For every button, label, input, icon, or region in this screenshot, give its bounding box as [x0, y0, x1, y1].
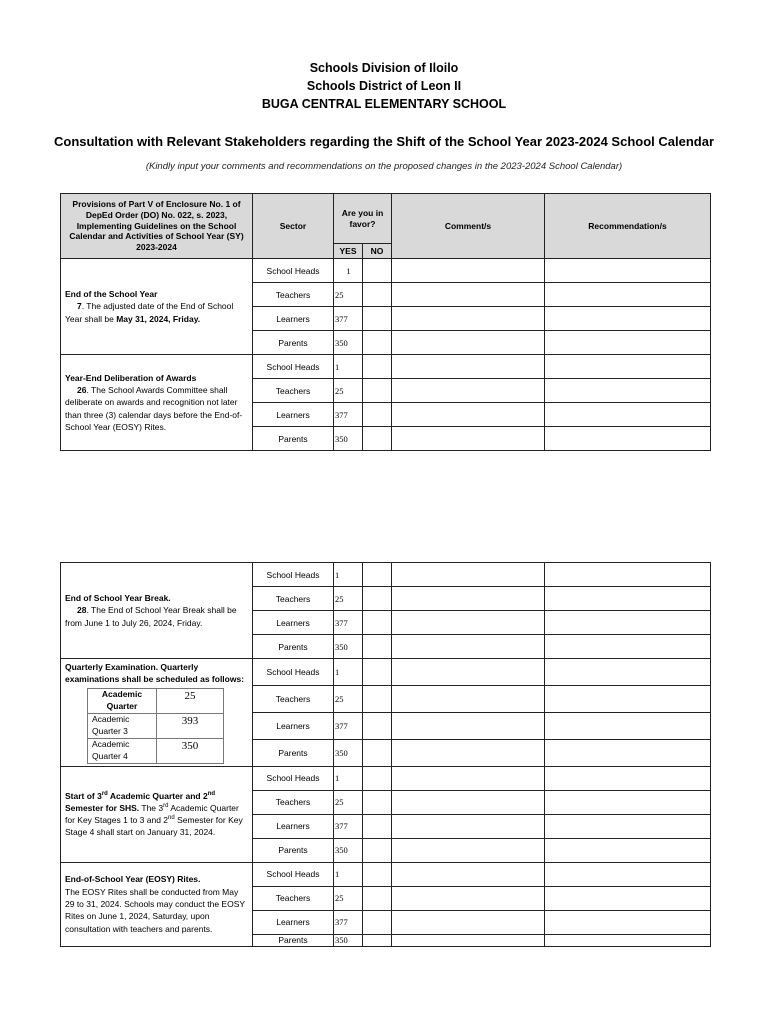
no-cell[interactable] [363, 331, 392, 355]
consultation-table-2 [60, 562, 711, 947]
recommendation-cell[interactable] [545, 886, 711, 910]
provision-quarterly-examination [61, 659, 253, 767]
recommendation-cell[interactable] [545, 427, 711, 451]
yes-count[interactable]: 1 [334, 355, 363, 379]
header-comments: Comment/s [392, 194, 545, 259]
comment-cell[interactable] [392, 635, 545, 659]
yes-count[interactable]: 377 [334, 403, 363, 427]
comment-cell[interactable] [392, 934, 545, 946]
comment-cell[interactable] [392, 587, 545, 611]
recommendation-cell[interactable] [545, 259, 711, 283]
recommendation-cell[interactable] [545, 712, 711, 739]
sector-parents: Parents [253, 739, 334, 766]
sector-teachers: Teachers [253, 587, 334, 611]
header-recommendations: Recommendation/s [545, 194, 711, 259]
sector-teachers: Teachers [253, 790, 334, 814]
header-no: NO [363, 244, 392, 259]
yes-count[interactable]: 1 [334, 259, 363, 283]
provision-date: May 31, 2024, Friday. [116, 313, 201, 324]
provision-title: End-of-School Year (EOSY) Rites. [65, 874, 201, 885]
page-title: Consultation with Relevant Stakeholders regarding the Shift of the School Year 2023-2024 School Calendar [53, 134, 715, 149]
yes-count[interactable]: 377 [334, 307, 363, 331]
provision-start-of-third-quarter [61, 766, 253, 862]
provision-title: Quarterly Examination. Quarterly examinations shall be scheduled as follows: [65, 662, 245, 685]
no-cell[interactable] [363, 635, 392, 659]
yes-count[interactable]: 1 [334, 659, 363, 686]
no-cell[interactable] [363, 934, 392, 946]
provision-title: Year-End Deliberation of Awards [65, 372, 197, 383]
recommendation-cell[interactable] [545, 635, 711, 659]
no-cell[interactable] [363, 790, 392, 814]
comment-cell[interactable] [392, 403, 545, 427]
comment-cell[interactable] [392, 259, 545, 283]
sector-parents: Parents [253, 838, 334, 862]
comment-cell[interactable] [392, 739, 545, 766]
no-cell[interactable] [363, 685, 392, 712]
quarter-value: 393 [157, 713, 224, 738]
school-division: Schools Division of Iloilo [309, 61, 459, 75]
comment-cell[interactable] [392, 862, 545, 886]
provision-eosy-rites [61, 862, 253, 946]
no-cell[interactable] [363, 355, 392, 379]
header-favor: Are you in favor? [334, 194, 392, 244]
yes-count[interactable]: 377 [334, 712, 363, 739]
sector-parents: Parents [253, 934, 334, 946]
recommendation-cell[interactable] [545, 331, 711, 355]
sector-parents: Parents [253, 635, 334, 659]
no-cell[interactable] [363, 587, 392, 611]
comment-cell[interactable] [392, 331, 545, 355]
comment-cell[interactable] [392, 814, 545, 838]
yes-count[interactable]: 25 [334, 685, 363, 712]
quarter-label: Academic Quarter 4 [88, 738, 157, 763]
provision-title: End of the School Year [65, 289, 158, 300]
sector-teachers: Teachers [253, 283, 334, 307]
recommendation-cell[interactable] [545, 934, 711, 946]
yes-count[interactable]: 350 [334, 739, 363, 766]
recommendation-cell[interactable] [545, 379, 711, 403]
provision-number: 7 [77, 301, 82, 312]
recommendation-cell[interactable] [545, 587, 711, 611]
provision-text: . The adjusted date of the End of School Year shall be [65, 301, 234, 324]
yes-count[interactable]: 25 [334, 283, 363, 307]
provision-year-end-deliberation [61, 355, 253, 451]
comment-cell[interactable] [392, 910, 545, 934]
comment-cell[interactable] [392, 886, 545, 910]
comment-cell[interactable] [392, 563, 545, 587]
sector-school-heads: School Heads [253, 563, 334, 587]
sector-learners: Learners [253, 712, 334, 739]
comment-cell[interactable] [392, 379, 545, 403]
sector-learners: Learners [253, 814, 334, 838]
comment-cell[interactable] [392, 307, 545, 331]
provision-title: End of School Year Break. [65, 593, 171, 604]
recommendation-cell[interactable] [545, 739, 711, 766]
recommendation-cell[interactable] [545, 790, 711, 814]
provision-text: . The End of School Year Break shall be from June 1 to July 26, 2024, Friday. [65, 605, 237, 628]
recommendation-cell[interactable] [545, 838, 711, 862]
yes-count[interactable]: 1 [334, 563, 363, 587]
yes-count[interactable]: 350 [334, 427, 363, 451]
recommendation-cell[interactable] [545, 659, 711, 686]
recommendation-cell[interactable] [545, 563, 711, 587]
yes-count[interactable]: 350 [334, 838, 363, 862]
yes-count[interactable]: 377 [334, 910, 363, 934]
recommendation-cell[interactable] [545, 862, 711, 886]
comment-cell[interactable] [392, 790, 545, 814]
yes-count[interactable]: 1 [334, 766, 363, 790]
quarter-table [87, 688, 224, 764]
comment-cell[interactable] [392, 685, 545, 712]
quarter-value: 25 [157, 688, 224, 713]
comment-cell[interactable] [392, 427, 545, 451]
no-cell[interactable] [363, 766, 392, 790]
quarter-label: Academic Quarter 3 [88, 713, 157, 738]
yes-count[interactable]: 25 [334, 790, 363, 814]
yes-count[interactable]: 377 [334, 814, 363, 838]
recommendation-cell[interactable] [545, 685, 711, 712]
comment-cell[interactable] [392, 611, 545, 635]
no-cell[interactable] [363, 862, 392, 886]
yes-count[interactable]: 350 [334, 331, 363, 355]
provision-text: The 3rd Academic Quarter for Key Stages 1 to 3 and 2nd Semester for Key Stage 4 shall start on January 31, 2024. [65, 802, 243, 838]
sector-learners: Learners [253, 910, 334, 934]
sector-school-heads: School Heads [253, 766, 334, 790]
provision-title: Start of 3rd Academic Quarter and 2nd Semester for SHS. [65, 790, 216, 813]
no-cell[interactable] [363, 659, 392, 686]
quarter-value: 350 [157, 738, 224, 763]
yes-count[interactable]: 25 [334, 379, 363, 403]
sector-learners: Learners [253, 611, 334, 635]
no-cell[interactable] [363, 427, 392, 451]
provision-end-of-school-year [61, 259, 253, 355]
sector-parents: Parents [253, 331, 334, 355]
no-cell[interactable] [363, 283, 392, 307]
school-district: Schools District of Leon II [306, 79, 462, 93]
school-name: BUGA CENTRAL ELEMENTARY SCHOOL [261, 97, 507, 111]
sector-school-heads: School Heads [253, 659, 334, 686]
provision-number: 28 [77, 605, 87, 616]
sector-school-heads: School Heads [253, 862, 334, 886]
header-yes: YES [334, 244, 363, 259]
no-cell[interactable] [363, 712, 392, 739]
yes-count[interactable]: 1 [334, 862, 363, 886]
yes-count[interactable]: 350 [334, 635, 363, 659]
yes-count[interactable]: 377 [334, 611, 363, 635]
yes-count[interactable]: 350 [334, 934, 363, 946]
header-sector: Sector [253, 194, 334, 259]
comment-cell[interactable] [392, 712, 545, 739]
sector-learners: Learners [253, 403, 334, 427]
no-cell[interactable] [363, 910, 392, 934]
no-cell[interactable] [363, 814, 392, 838]
recommendation-cell[interactable] [545, 910, 711, 934]
comment-cell[interactable] [392, 355, 545, 379]
sector-teachers: Teachers [253, 685, 334, 712]
no-cell[interactable] [363, 307, 392, 331]
comment-cell[interactable] [392, 838, 545, 862]
recommendation-cell[interactable] [545, 766, 711, 790]
sector-learners: Learners [253, 307, 334, 331]
recommendation-cell[interactable] [545, 355, 711, 379]
no-cell[interactable] [363, 838, 392, 862]
provision-text: . The School Awards Committee shall deliberate on awards and recognition not later than three (3) calendar days before the End-of-School Year (EOSY) Rites. [65, 385, 243, 432]
no-cell[interactable] [363, 379, 392, 403]
sector-school-heads: School Heads [253, 355, 334, 379]
comment-cell[interactable] [392, 659, 545, 686]
quarter-label: Academic Quarter [88, 688, 157, 713]
no-cell[interactable] [363, 611, 392, 635]
sector-school-heads: School Heads [253, 259, 334, 283]
sector-teachers: Teachers [253, 886, 334, 910]
no-cell[interactable] [363, 403, 392, 427]
recommendation-cell[interactable] [545, 403, 711, 427]
sector-parents: Parents [253, 427, 334, 451]
sector-teachers: Teachers [253, 379, 334, 403]
provision-number: 26 [77, 385, 87, 396]
no-cell[interactable] [363, 886, 392, 910]
recommendation-cell[interactable] [545, 814, 711, 838]
consultation-table-1 [60, 193, 711, 451]
yes-count[interactable]: 25 [334, 587, 363, 611]
comment-cell[interactable] [392, 766, 545, 790]
recommendation-cell[interactable] [545, 307, 711, 331]
comment-cell[interactable] [392, 283, 545, 307]
no-cell[interactable] [363, 739, 392, 766]
recommendation-cell[interactable] [545, 611, 711, 635]
no-cell[interactable] [363, 563, 392, 587]
header-provisions: Provisions of Part V of Enclosure No. 1 of DepEd Order (DO) No. 022, s. 2023, Implementing Guidelines on the School Calendar and Activities of School Year (SY) 2023-2024 [61, 194, 253, 259]
no-cell[interactable] [363, 259, 392, 283]
recommendation-cell[interactable] [545, 283, 711, 307]
provision-text: The EOSY Rites shall be conducted from May 29 to 31, 2024. Schools may conduct the EOSY Rites on June 1, 2024, Saturday, upon consultation with teachers and parents. [65, 886, 245, 934]
instruction-text: (Kindly input your comments and recommendations on the proposed changes in the 2023-2024 School Calendar) [145, 161, 623, 172]
yes-count[interactable]: 25 [334, 886, 363, 910]
provision-end-of-school-year-break [61, 563, 253, 659]
